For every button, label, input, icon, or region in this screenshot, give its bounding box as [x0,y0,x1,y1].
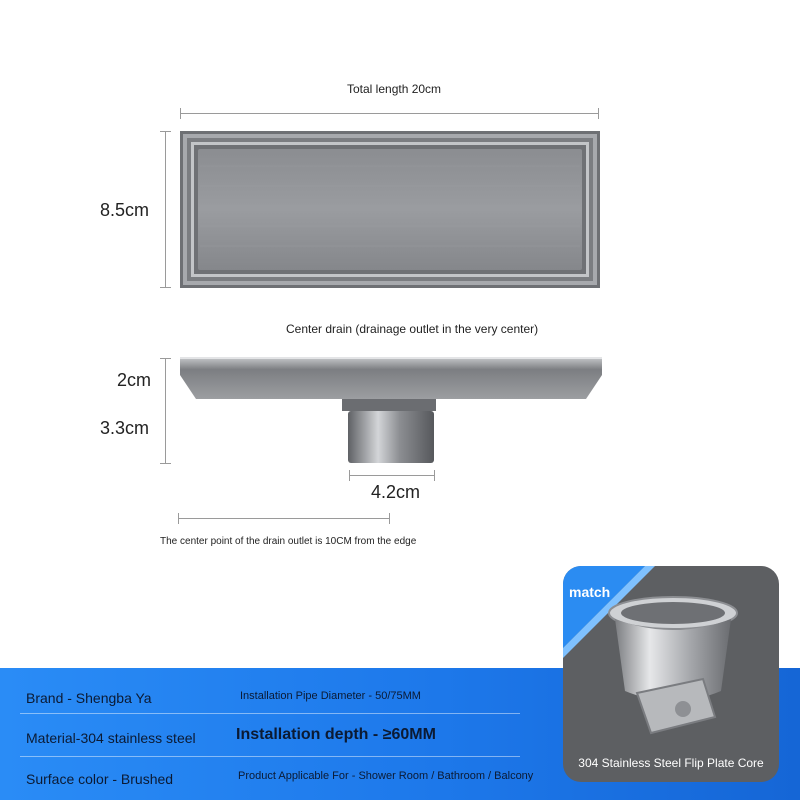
material-spec: Material-304 stainless steel [26,730,196,746]
outlet-depth-line [165,404,166,464]
outlet-offset-line [178,518,390,519]
total-length-tick-left [180,108,181,119]
drain-top-view [180,131,600,288]
match-caption: 304 Stainless Steel Flip Plate Core [578,756,764,770]
outlet-depth-label: 3.3cm [100,418,150,438]
total-length-label: Total length 20cm [347,82,442,96]
outlet-offset-tick-left [178,513,179,524]
outlet-offset-tick-right [389,513,390,524]
height-tick-top [160,131,171,132]
outlet-diameter-line [349,475,435,476]
outlet-diameter-tick-left [349,470,350,481]
match-label: match [569,584,611,600]
install-depth-spec: Installation depth - ≥60MM [236,726,436,743]
spec-divider-1 [20,713,520,714]
pipe-diameter-spec: Installation Pipe Diameter - 50/75MM [240,690,421,702]
applicable-spec: Product Applicable For - Shower Room / Bathroom / Balcony [238,770,534,782]
brand-spec: Brand - Shengba Ya [26,690,152,706]
frame-depth-tick-top [160,358,171,359]
total-length-tick-right [598,108,599,119]
outlet-position-note: The center point of the drain outlet is 10CM from the edge [160,536,417,547]
drain-side-view [178,355,604,465]
outlet-diameter-label: 4.2cm [371,482,421,502]
center-drain-note: Center drain (drainage outlet in the very center) [286,322,539,336]
height-line [165,131,166,288]
flip-plate-core-icon [603,591,743,751]
total-length-line [180,113,599,114]
height-tick-bottom [160,287,171,288]
frame-depth-label: 2cm [117,370,152,390]
frame-depth-line [165,358,166,404]
spec-divider-2 [20,756,520,757]
outlet-depth-tick-bottom [160,463,171,464]
height-label: 8.5cm [100,200,150,220]
surface-spec: Surface color - Brushed [26,771,174,787]
match-card [563,566,779,782]
outlet-diameter-tick-right [434,470,435,481]
